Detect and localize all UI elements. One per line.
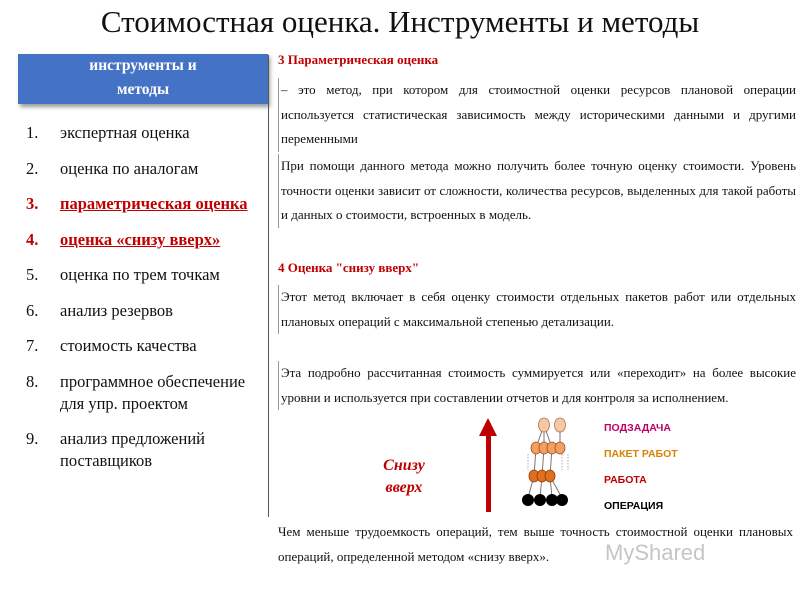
tools-methods-line1: инструменты и bbox=[89, 57, 197, 74]
tools-methods-header bbox=[18, 54, 268, 104]
list-item bbox=[26, 122, 266, 144]
wbs-tree-diagram bbox=[518, 414, 588, 514]
operation-node bbox=[534, 494, 546, 506]
work-package-node bbox=[555, 442, 565, 454]
list-item-label: оценка по аналогам bbox=[60, 158, 199, 178]
paragraph-bottom-up-rollup: Эта подробно рассчитанная стоимость суммируется или «переходит» на более высокие уровни и используется при составлении отчетов и для контроля за исполнением. bbox=[278, 361, 796, 410]
list-item-number: 1. bbox=[26, 123, 39, 142]
list-item-number: 8. bbox=[26, 371, 39, 391]
legend-subtask: ПОДЗАДАЧА bbox=[604, 422, 671, 434]
list-item-label: программное обеспечение для упр. проектом bbox=[60, 371, 246, 413]
list-item-label: оценка по трем точкам bbox=[60, 265, 220, 284]
subtask-node bbox=[555, 418, 566, 432]
paragraph-parametric-accuracy: При помощи данного метода можно получить более точную оценку стоимости. Уровень точности оценки зависит от сложности, количества ресурсов, выделенных для такой работы и данных о стоимости, встроенных в модель. bbox=[278, 154, 796, 228]
subtask-node bbox=[539, 418, 550, 432]
methods-list bbox=[26, 122, 266, 486]
work-node bbox=[545, 470, 555, 482]
list-item-label: анализ резервов bbox=[60, 300, 173, 320]
list-item-label: экспертная оценка bbox=[60, 123, 190, 142]
list-item-label: параметрическая оценка bbox=[60, 194, 248, 213]
heading-parametric: 3 Параметрическая оценка bbox=[278, 52, 439, 67]
bottom-up-label bbox=[374, 455, 434, 499]
legend-operation: ОПЕРАЦИЯ bbox=[604, 500, 664, 512]
paragraph-parametric-definition: – это метод, при котором для стоимостной оценки ресурсов плановой операции используется статистическая зависимость между историческими данными и другими переменными bbox=[278, 78, 796, 152]
list-item bbox=[26, 300, 266, 322]
watermark-logo: MyShared bbox=[605, 540, 706, 565]
bottom-up-label-line2: вверх bbox=[385, 479, 423, 496]
page-title: Стоимостная оценка. Инструменты и методы bbox=[100, 4, 700, 39]
list-item bbox=[26, 193, 266, 215]
operation-node bbox=[522, 494, 534, 506]
legend-work: РАБОТА bbox=[604, 474, 647, 486]
list-item-number: 9. bbox=[26, 429, 39, 448]
list-item bbox=[26, 371, 266, 415]
heading-bottom-up: 4 Оценка "снизу вверх" bbox=[278, 260, 420, 275]
list-item-label: стоимость качества bbox=[60, 336, 197, 355]
list-item bbox=[26, 335, 266, 357]
list-item-number: 6. bbox=[26, 300, 39, 320]
list-item-number: 5. bbox=[26, 265, 39, 284]
tools-methods-line2: методы bbox=[116, 81, 170, 98]
paragraph-conclusion: Чем меньше трудоемкость операций, тем выше точность стоимостной оценки плановых операций, определенной методом «снизу вверх». bbox=[278, 524, 793, 564]
list-item-number: 7. bbox=[26, 336, 39, 355]
list-item-number: 4. bbox=[26, 229, 39, 249]
list-item bbox=[26, 229, 266, 251]
list-item bbox=[26, 264, 266, 286]
operation-node bbox=[556, 494, 568, 506]
paragraph-bottom-up-definition: Этот метод включает в себя оценку стоимости отдельных пакетов работ или отдельных плановых операций с максимальной степенью детализации. bbox=[278, 285, 796, 334]
legend-work-package: ПАКЕТ РАБОТ bbox=[604, 448, 678, 460]
column-divider bbox=[268, 55, 269, 517]
list-item-label: анализ предложений поставщиков bbox=[60, 429, 205, 470]
bottom-up-label-line1: Снизу bbox=[383, 457, 425, 474]
list-item bbox=[26, 428, 266, 472]
list-item-number: 3. bbox=[26, 194, 39, 213]
list-item-label: оценка «снизу вверх» bbox=[60, 229, 221, 249]
up-arrow-shaft bbox=[486, 434, 491, 512]
list-item-number: 2. bbox=[26, 158, 39, 178]
list-item bbox=[26, 158, 266, 180]
